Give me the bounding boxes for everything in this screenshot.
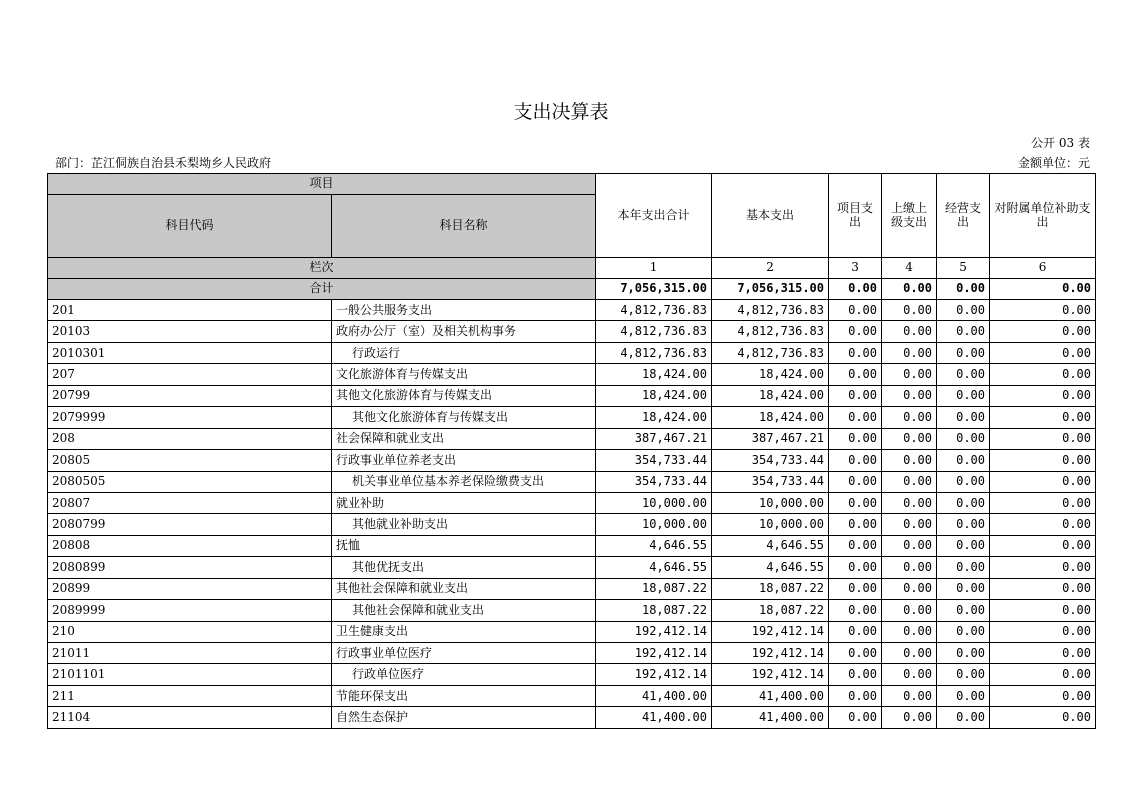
business-amount-cell: 0.00 [937,685,990,706]
total-amount-cell: 10,000.00 [596,514,712,535]
header-upper: 上缴上级支出 [882,174,937,258]
upper-amount-cell: 0.00 [882,342,937,363]
basic-amount-cell: 18,087.22 [712,578,829,599]
upper-amount-cell: 0.00 [882,300,937,321]
basic-amount-cell: 4,646.55 [712,557,829,578]
subject-name-cell: 政府办公厅（室）及相关机构事务 [332,321,596,342]
subject-name-cell: 其他社会保障和就业支出 [332,600,596,621]
subsidy-amount-cell: 0.00 [990,450,1096,471]
project-amount-cell: 0.00 [829,385,882,406]
table-row [48,450,1096,471]
subject-name-cell: 卫生健康支出 [332,621,596,642]
project-amount-cell: 0.00 [829,535,882,556]
business-amount-cell: 0.00 [937,407,990,428]
total-amount-cell: 192,412.14 [596,643,712,664]
subsidy-amount-cell: 0.00 [990,385,1096,406]
business-amount-cell: 0.00 [937,514,990,535]
subject-name-cell: 行政运行 [332,342,596,363]
subject-code-cell: 21011 [48,643,332,664]
subject-code-cell: 208 [48,428,332,449]
column-number: 1 [596,258,712,279]
upper-amount-cell: 0.00 [882,385,937,406]
project-amount-cell: 0.00 [829,342,882,363]
subsidy-amount-cell: 0.00 [990,578,1096,599]
basic-amount-cell: 4,812,736.83 [712,342,829,363]
subject-name-cell: 抚恤 [332,535,596,556]
subsidy-amount-cell: 0.00 [990,535,1096,556]
subsidy-amount-cell: 0.00 [990,643,1096,664]
subject-code-cell: 20799 [48,385,332,406]
header-column-seq: 栏次 [48,258,596,279]
subject-code-cell: 20103 [48,321,332,342]
project-amount-cell: 0.00 [829,471,882,492]
upper-amount-cell: 0.00 [882,685,937,706]
total-amount-cell: 192,412.14 [596,621,712,642]
header-item: 项目 [48,174,596,195]
basic-amount-cell: 4,812,736.83 [712,321,829,342]
subject-code-cell: 2080799 [48,514,332,535]
header-business: 经营支出 [937,174,990,258]
business-amount-cell: 0.00 [937,471,990,492]
subject-name-cell: 行政单位医疗 [332,664,596,685]
table-row [48,707,1096,728]
subject-code-cell: 2080505 [48,471,332,492]
subject-code-cell: 211 [48,685,332,706]
table-row [48,600,1096,621]
project-amount-cell: 0.00 [829,707,882,728]
project-amount-cell: 0.00 [829,621,882,642]
basic-amount-cell: 18,424.00 [712,385,829,406]
subject-code-cell: 207 [48,364,332,385]
subsidy-amount-cell: 0.00 [990,364,1096,385]
upper-amount-cell: 0.00 [882,321,937,342]
total-amount-cell: 354,733.44 [596,471,712,492]
basic-amount-cell: 387,467.21 [712,428,829,449]
business-amount-cell: 0.00 [937,364,990,385]
total-amount-cell: 18,087.22 [596,600,712,621]
subsidy-amount-cell: 0.00 [990,342,1096,363]
project-amount-cell: 0.00 [829,685,882,706]
project-amount-cell: 0.00 [829,428,882,449]
column-number: 2 [712,258,829,279]
subsidy-amount-cell: 0.00 [990,492,1096,513]
table-row [48,685,1096,706]
basic-amount-cell: 4,812,736.83 [712,300,829,321]
upper-amount-cell: 0.00 [882,707,937,728]
business-amount-cell: 0.00 [937,600,990,621]
business-amount-cell: 0.00 [937,557,990,578]
subject-code-cell: 2079999 [48,407,332,428]
total-amount-cell: 10,000.00 [596,492,712,513]
table-row [48,621,1096,642]
business-amount-cell: 0.00 [937,621,990,642]
total-amount-cell: 18,087.22 [596,578,712,599]
header-code: 科目代码 [48,195,332,258]
subsidy-amount-cell: 0.00 [990,557,1096,578]
upper-amount-cell: 0.00 [882,600,937,621]
subsidy-amount-cell: 0.00 [990,664,1096,685]
table-row [48,557,1096,578]
business-amount-cell: 0.00 [937,428,990,449]
upper-amount-cell: 0.00 [882,514,937,535]
business-amount-cell: 0.00 [937,707,990,728]
total-cell: 7,056,315.00 [596,279,712,300]
table-row [48,664,1096,685]
total-amount-cell: 18,424.00 [596,385,712,406]
subsidy-amount-cell: 0.00 [990,685,1096,706]
business-amount-cell: 0.00 [937,664,990,685]
upper-amount-cell: 0.00 [882,621,937,642]
subject-code-cell: 2101101 [48,664,332,685]
total-amount-cell: 41,400.00 [596,685,712,706]
table-row [48,407,1096,428]
upper-amount-cell: 0.00 [882,664,937,685]
total-cell: 0.00 [990,279,1096,300]
header-project: 项目支出 [829,174,882,258]
upper-amount-cell: 0.00 [882,450,937,471]
subject-name-cell: 就业补助 [332,492,596,513]
basic-amount-cell: 18,087.22 [712,600,829,621]
subject-name-cell: 一般公共服务支出 [332,300,596,321]
subsidy-amount-cell: 0.00 [990,428,1096,449]
subject-code-cell: 20807 [48,492,332,513]
table-row [48,514,1096,535]
total-cell: 0.00 [937,279,990,300]
business-amount-cell: 0.00 [937,578,990,599]
project-amount-cell: 0.00 [829,557,882,578]
total-amount-cell: 387,467.21 [596,428,712,449]
column-number: 3 [829,258,882,279]
basic-amount-cell: 10,000.00 [712,514,829,535]
table-row [48,385,1096,406]
upper-amount-cell: 0.00 [882,407,937,428]
subject-code-cell: 20899 [48,578,332,599]
table-row [48,300,1096,321]
total-amount-cell: 18,424.00 [596,364,712,385]
subject-code-cell: 21104 [48,707,332,728]
subsidy-amount-cell: 0.00 [990,300,1096,321]
subsidy-amount-cell: 0.00 [990,471,1096,492]
header-name: 科目名称 [332,195,596,258]
header-total: 本年支出合计 [596,174,712,258]
table-row [48,578,1096,599]
total-row [48,279,1096,300]
project-amount-cell: 0.00 [829,514,882,535]
upper-amount-cell: 0.00 [882,428,937,449]
upper-amount-cell: 0.00 [882,492,937,513]
project-amount-cell: 0.00 [829,450,882,471]
total-cell: 0.00 [829,279,882,300]
subsidy-amount-cell: 0.00 [990,621,1096,642]
subsidy-amount-cell: 0.00 [990,707,1096,728]
business-amount-cell: 0.00 [937,492,990,513]
subsidy-amount-cell: 0.00 [990,514,1096,535]
form-number: 公开 03 表 [1031,136,1090,150]
total-amount-cell: 4,812,736.83 [596,342,712,363]
header-basic: 基本支出 [712,174,829,258]
table-row [48,428,1096,449]
column-number: 5 [937,258,990,279]
total-amount-cell: 354,733.44 [596,450,712,471]
column-number: 6 [990,258,1096,279]
project-amount-cell: 0.00 [829,643,882,664]
total-cell: 0.00 [882,279,937,300]
subject-code-cell: 210 [48,621,332,642]
table-row [48,364,1096,385]
upper-amount-cell: 0.00 [882,578,937,599]
subject-code-cell: 201 [48,300,332,321]
subject-code-cell: 20808 [48,535,332,556]
total-cell: 7,056,315.00 [712,279,829,300]
project-amount-cell: 0.00 [829,664,882,685]
basic-amount-cell: 192,412.14 [712,621,829,642]
total-label: 合计 [48,279,596,300]
upper-amount-cell: 0.00 [882,471,937,492]
business-amount-cell: 0.00 [937,643,990,664]
subject-name-cell: 其他就业补助支出 [332,514,596,535]
subsidy-amount-cell: 0.00 [990,600,1096,621]
business-amount-cell: 0.00 [937,321,990,342]
currency-unit-label: 金额单位：元 [1017,156,1090,170]
total-amount-cell: 4,812,736.83 [596,300,712,321]
basic-amount-cell: 18,424.00 [712,364,829,385]
upper-amount-cell: 0.00 [882,643,937,664]
subject-name-cell: 其他文化旅游体育与传媒支出 [332,385,596,406]
basic-amount-cell: 18,424.00 [712,407,829,428]
basic-amount-cell: 192,412.14 [712,643,829,664]
business-amount-cell: 0.00 [937,535,990,556]
basic-amount-cell: 41,400.00 [712,685,829,706]
business-amount-cell: 0.00 [937,300,990,321]
subject-name-cell: 文化旅游体育与传媒支出 [332,364,596,385]
subject-name-cell: 行政事业单位医疗 [332,643,596,664]
business-amount-cell: 0.00 [937,385,990,406]
upper-amount-cell: 0.00 [882,535,937,556]
subject-name-cell: 其他社会保障和就业支出 [332,578,596,599]
total-amount-cell: 192,412.14 [596,664,712,685]
table-row [48,492,1096,513]
total-amount-cell: 4,812,736.83 [596,321,712,342]
subject-name-cell: 自然生态保护 [332,707,596,728]
basic-amount-cell: 354,733.44 [712,450,829,471]
project-amount-cell: 0.00 [829,407,882,428]
subject-name-cell: 其他优抚支出 [332,557,596,578]
upper-amount-cell: 0.00 [882,557,937,578]
subject-name-cell: 社会保障和就业支出 [332,428,596,449]
subject-code-cell: 2080899 [48,557,332,578]
subject-name-cell: 其他文化旅游体育与传媒支出 [332,407,596,428]
basic-amount-cell: 354,733.44 [712,471,829,492]
total-amount-cell: 4,646.55 [596,535,712,556]
total-amount-cell: 4,646.55 [596,557,712,578]
column-number: 4 [882,258,937,279]
table-row [48,342,1096,363]
subject-code-cell: 2089999 [48,600,332,621]
subject-code-cell: 2010301 [48,342,332,363]
subject-code-cell: 20805 [48,450,332,471]
project-amount-cell: 0.00 [829,364,882,385]
total-amount-cell: 41,400.00 [596,707,712,728]
basic-amount-cell: 10,000.00 [712,492,829,513]
total-amount-cell: 18,424.00 [596,407,712,428]
expenditure-table [47,173,1096,729]
business-amount-cell: 0.00 [937,342,990,363]
subsidy-amount-cell: 0.00 [990,407,1096,428]
table-row [48,643,1096,664]
table-row [48,471,1096,492]
project-amount-cell: 0.00 [829,600,882,621]
table-row [48,321,1096,342]
subsidy-amount-cell: 0.00 [990,321,1096,342]
page-title: 支出决算表 [513,101,609,123]
project-amount-cell: 0.00 [829,492,882,513]
department-label: 部门：芷江侗族自治县禾梨坳乡人民政府 [55,156,272,170]
basic-amount-cell: 192,412.14 [712,664,829,685]
project-amount-cell: 0.00 [829,578,882,599]
header-subsidy: 对附属单位补助支出 [990,174,1096,258]
basic-amount-cell: 41,400.00 [712,707,829,728]
business-amount-cell: 0.00 [937,450,990,471]
subject-name-cell: 节能环保支出 [332,685,596,706]
project-amount-cell: 0.00 [829,321,882,342]
upper-amount-cell: 0.00 [882,364,937,385]
subject-name-cell: 机关事业单位基本养老保险缴费支出 [332,471,596,492]
table-row [48,535,1096,556]
project-amount-cell: 0.00 [829,300,882,321]
subject-name-cell: 行政事业单位养老支出 [332,450,596,471]
basic-amount-cell: 4,646.55 [712,535,829,556]
